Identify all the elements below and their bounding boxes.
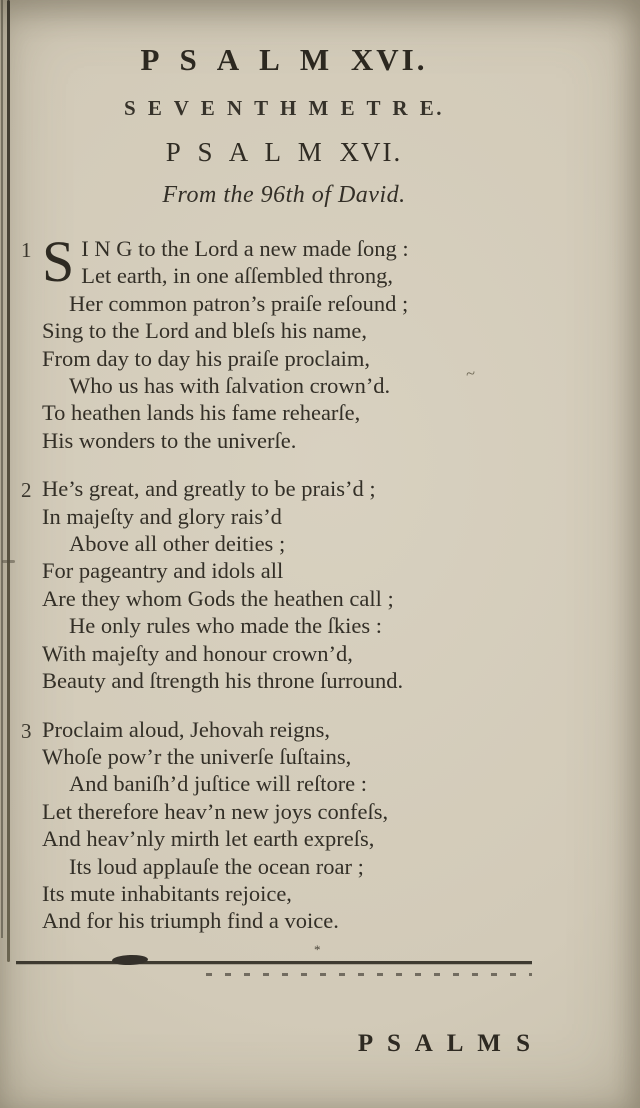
verse-line: Who us has with ſalvation crown’d. — [69, 373, 391, 399]
metre-heading: S E V E N T H M E T R E. — [123, 96, 445, 120]
psalm-attribution: From the 96th of David. — [162, 182, 406, 208]
verse-line: And heav’nly mirth let earth expreſs, — [42, 826, 375, 852]
drop-cap: S — [42, 235, 75, 290]
verse-1 — [21, 235, 590, 454]
verse-line: Let earth, in one aſſembled throng, — [81, 263, 394, 289]
verse-line: Whoſe pow’r the univerſe ſuſtains, — [42, 743, 352, 769]
psalm-title: P S A L M XVI. — [165, 137, 403, 167]
verse-number: 2 — [21, 478, 32, 503]
footer-rule-ornament — [112, 954, 148, 965]
page-headers — [14, 0, 554, 209]
binding-edge-line — [7, 0, 10, 962]
verse-line: With majeſty and honour crown’d, — [42, 640, 353, 666]
verse-line: And baniſh’d juſtice will reſtore : — [69, 771, 368, 797]
verse-line: Let therefore heav’n new joys confeſs, — [42, 798, 389, 824]
verse-number: 3 — [21, 718, 32, 743]
verse-line: And for his triumph find a voice. — [42, 908, 339, 934]
verse-3 — [21, 716, 590, 935]
verse-line: Beauty and ſtrength his throne ſurround. — [42, 668, 404, 694]
footer-rule — [16, 961, 532, 964]
footnote-asterisk: * — [314, 942, 321, 957]
verse-2 — [21, 475, 590, 694]
verse-line: From day to day his praiſe proclaim, — [42, 345, 371, 371]
verse-line: Above all other deities ; — [69, 531, 286, 557]
verse-line: He’s great, and greatly to be prais’d ; — [42, 476, 376, 502]
verse-line: For pageantry and idols all — [42, 558, 284, 584]
verse-line: Proclaim aloud, Jehovah reigns, — [42, 716, 331, 742]
ink-mark: ~ — [464, 363, 477, 384]
verse-line: He only rules who made the ſkies : — [69, 613, 383, 639]
verse-line: I N G to the Lord a new made ſong : — [81, 236, 409, 261]
verse-line: Her common patron’s praiſe reſound ; — [69, 290, 409, 316]
pencil-mark — [2, 560, 15, 563]
verse-line: Its loud applauſe the ocean roar ; — [69, 853, 364, 879]
psalm-body — [0, 209, 640, 935]
catchword: P S A L M S — [357, 1030, 532, 1057]
verse-line: His wonders to the univerſe. — [42, 427, 297, 453]
verse-line: Are they whom Gods the heathen call ; — [42, 585, 394, 611]
verse-line: In majeſty and glory rais’d — [42, 503, 282, 529]
verse-opening — [42, 235, 590, 290]
verse-line: Sing to the Lord and bleſs his name, — [42, 318, 367, 344]
verse-line: Its mute inhabitants rejoice, — [42, 880, 292, 906]
verse-line: To heathen lands his fame rehearſe, — [42, 400, 361, 426]
binding-edge-shadow — [1, 0, 3, 938]
verse-number: 1 — [21, 238, 32, 262]
running-header: P S A L M XVI. — [140, 42, 428, 77]
footer-tick-marks — [206, 973, 532, 976]
